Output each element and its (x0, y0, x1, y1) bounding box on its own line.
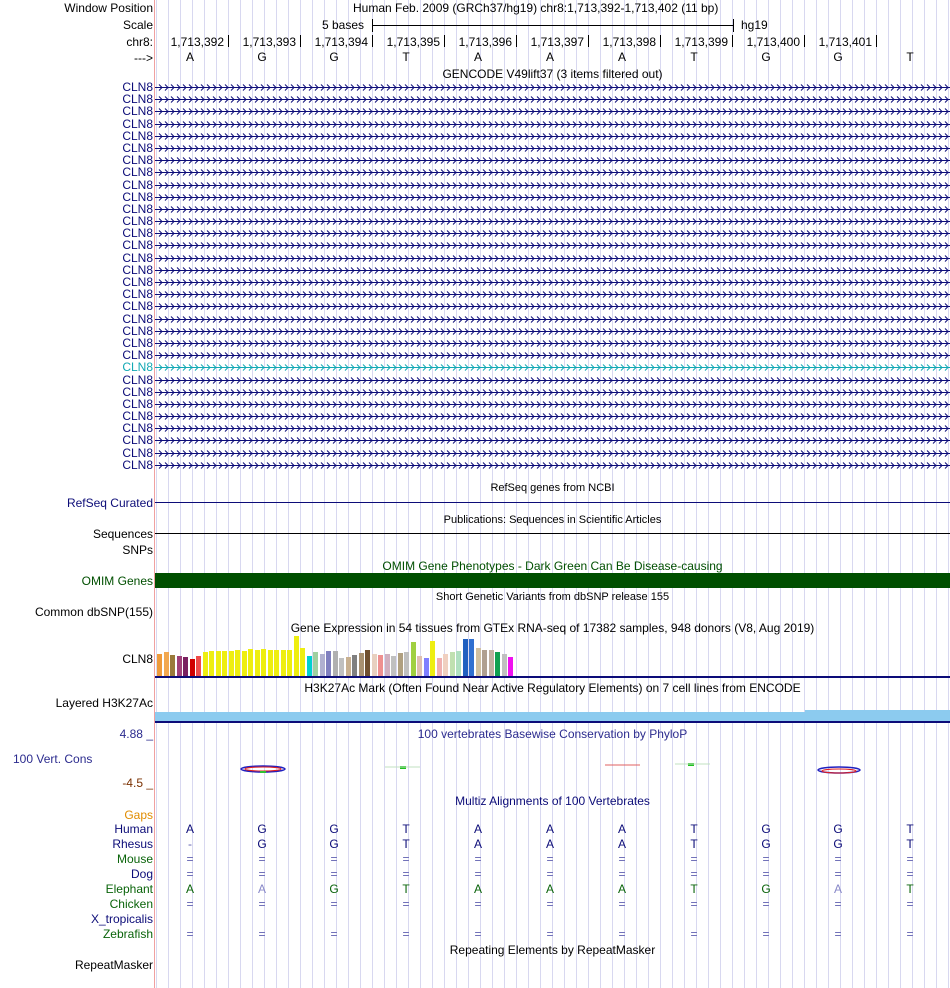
gtex-tissue-bar[interactable] (391, 656, 396, 676)
alignment-base: = (474, 897, 482, 911)
gencode-transcript-label[interactable]: CLN8 (122, 373, 153, 387)
alignment-base: A (473, 822, 482, 836)
alignment-base: = (330, 852, 338, 866)
publications-line[interactable] (155, 533, 950, 534)
gtex-tissue-bar[interactable] (339, 658, 344, 676)
gencode-transcript[interactable] (155, 229, 950, 238)
gencode-transcript-label[interactable]: CLN8 (122, 446, 153, 460)
gtex-tissue-bar[interactable] (248, 649, 253, 676)
gtex-tissue-bar[interactable] (404, 652, 409, 676)
gencode-transcript-label[interactable]: CLN8 (122, 226, 153, 240)
gtex-tissue-bar[interactable] (203, 652, 208, 676)
ruler-position-label: 1,713,393 (242, 35, 296, 49)
species-label[interactable]: Chicken (109, 897, 153, 911)
alignment-base: = (402, 927, 410, 941)
alignment-base: = (186, 867, 194, 881)
alignment-base: = (618, 897, 626, 911)
gencode-transcript-label[interactable]: CLN8 (122, 190, 153, 204)
gencode-transcript[interactable] (155, 254, 950, 263)
gencode-transcript-label[interactable]: CLN8 (122, 336, 153, 350)
gencode-transcript-label[interactable]: CLN8 (122, 287, 153, 301)
gtex-tissue-bar[interactable] (333, 651, 338, 676)
gencode-transcript[interactable] (155, 144, 950, 153)
ruler-position-label: 1,713,400 (746, 35, 800, 49)
gtex-tissue-bar[interactable] (443, 654, 448, 676)
alignment-base: = (690, 897, 698, 911)
ruler-tick (300, 35, 301, 47)
gtex-tissue-bar[interactable] (307, 656, 312, 676)
h3k27ac-track-label[interactable]: Layered H3K27Ac (55, 696, 153, 710)
gtex-tissue-bar[interactable] (365, 650, 370, 676)
gencode-transcript[interactable] (155, 217, 950, 226)
repeatmasker-track-title: Repeating Elements by RepeatMasker (449, 943, 656, 957)
gtex-tissue-bar[interactable] (430, 641, 435, 676)
gtex-tissue-bar[interactable] (326, 651, 331, 676)
strand-label: ---> (134, 51, 153, 65)
gtex-tissue-bar[interactable] (489, 650, 494, 676)
gtex-tissue-bar[interactable] (385, 654, 390, 676)
alignment-base: A (617, 822, 626, 836)
gencode-transcript[interactable] (155, 351, 950, 360)
ruler-position-label: 1,713,401 (818, 35, 872, 49)
alignment-base: = (258, 927, 266, 941)
alignment-base: T (906, 822, 914, 836)
species-label[interactable]: X_tropicalis (90, 912, 153, 926)
alignment-base: = (258, 852, 266, 866)
alignment-base: = (330, 927, 338, 941)
alignment-base: A (545, 882, 554, 896)
gtex-tissue-bar[interactable] (482, 650, 487, 676)
reference-base: A (185, 50, 194, 64)
reference-base: G (257, 50, 267, 64)
gencode-transcript[interactable] (155, 290, 950, 299)
gencode-transcript-label[interactable]: CLN8 (122, 348, 153, 362)
gencode-transcript[interactable] (155, 339, 950, 348)
alignment-base: = (834, 897, 842, 911)
gencode-transcript[interactable] (155, 156, 950, 165)
gtex-tissue-bar[interactable] (294, 636, 299, 676)
gencode-transcript-label[interactable]: CLN8 (122, 165, 153, 179)
gencode-transcript[interactable] (155, 181, 950, 190)
gencode-transcript-label[interactable]: CLN8 (122, 92, 153, 106)
alignment-base: = (258, 867, 266, 881)
ruler-position-label: 1,713,392 (170, 35, 224, 49)
ruler-tick (876, 35, 877, 47)
species-label[interactable]: Rhesus (112, 837, 153, 851)
alignment-base: = (762, 867, 770, 881)
ruler-tick (660, 35, 661, 47)
alignment-base: G (329, 882, 339, 896)
conservation-plot[interactable] (155, 745, 950, 785)
gtex-tissue-bar[interactable] (287, 650, 292, 676)
publications-track-label[interactable]: Sequences (92, 527, 153, 541)
gencode-transcript-label[interactable]: CLN8 (122, 117, 153, 131)
alignment-base: A (185, 822, 194, 836)
gtex-tissue-bar[interactable] (268, 650, 273, 676)
alignment-base: T (402, 882, 410, 896)
conservation-track-title: 100 vertebrates Basewise Conservation by PhyloP (417, 727, 688, 741)
gtex-tissue-bar[interactable] (216, 651, 221, 676)
alignment-base: = (402, 897, 410, 911)
dbsnp-track-title: Short Genetic Variants from dbSNP release 155 (435, 591, 670, 603)
alignment-base: = (186, 897, 194, 911)
ruler-tick (804, 35, 805, 47)
alignment-base: = (906, 897, 914, 911)
species-label[interactable]: Human (114, 822, 153, 836)
gencode-transcript-label[interactable]: CLN8 (122, 409, 153, 423)
window-position-value: Human Feb. 2009 (GRCh37/hg19) chr8:1,713,392-1,713,402 (11 bp) (353, 1, 719, 15)
alignment-base: = (834, 852, 842, 866)
reference-base: A (473, 50, 482, 64)
gencode-transcript[interactable] (155, 278, 950, 287)
window-position-label: Window Position (64, 1, 153, 15)
reference-base: T (402, 50, 410, 64)
gtex-baseline (155, 676, 950, 678)
alignment-base: = (690, 852, 698, 866)
alignment-base: T (690, 837, 698, 851)
h3k27ac-baseline (155, 721, 950, 723)
gencode-transcript-label[interactable]: CLN8 (122, 251, 153, 265)
alignment-base: A (185, 882, 194, 896)
scale-label: Scale (122, 18, 153, 32)
gencode-transcript-label[interactable]: CLN8 (122, 104, 153, 118)
alignment-base: G (329, 822, 339, 836)
gencode-transcript-label[interactable]: CLN8 (122, 397, 153, 411)
gtex-tissue-bar[interactable] (300, 648, 305, 676)
alignment-base: A (617, 837, 626, 851)
alignment-base: = (546, 852, 554, 866)
gencode-transcript-label[interactable]: CLN8 (122, 141, 153, 155)
alignment-base: = (762, 852, 770, 866)
gtex-tissue-bar[interactable] (508, 657, 513, 676)
ruler-position-label: 1,713,396 (458, 35, 512, 49)
alignment-base: = (906, 852, 914, 866)
gencode-transcript-label[interactable]: CLN8 (122, 299, 153, 313)
gencode-transcript-label[interactable]: CLN8 (122, 263, 153, 277)
conservation-track-label[interactable]: 100 Vert. Cons (13, 752, 93, 766)
reference-base: A (617, 50, 626, 64)
alignment-base: = (834, 867, 842, 881)
gtex-tissue-bar[interactable] (502, 654, 507, 676)
gtex-tissue-bar[interactable] (411, 642, 416, 676)
scale-bar (372, 18, 734, 32)
ruler-position-label: 1,713,394 (314, 35, 368, 49)
gencode-transcript[interactable] (155, 193, 950, 202)
gtex-tissue-bar[interactable] (495, 652, 500, 676)
gtex-tissue-bar[interactable] (424, 658, 429, 676)
alignment-base: = (618, 852, 626, 866)
gencode-transcript[interactable] (155, 168, 950, 177)
gencode-transcript-label[interactable]: CLN8 (122, 421, 153, 435)
gencode-transcript[interactable] (155, 363, 950, 372)
species-label[interactable]: Zebrafish (102, 927, 153, 941)
gtex-tissue-bar[interactable] (313, 652, 318, 676)
gtex-tissue-bar[interactable] (164, 652, 169, 676)
alignment-base: G (257, 837, 267, 851)
gencode-transcript[interactable] (155, 302, 950, 311)
alignment-base: = (834, 927, 842, 941)
alignment-base: = (402, 852, 410, 866)
gencode-transcript-label[interactable]: CLN8 (122, 214, 153, 228)
gtex-tissue-bar[interactable] (183, 657, 188, 676)
gencode-transcript-label[interactable]: CLN8 (122, 324, 153, 338)
gencode-transcript[interactable] (155, 461, 950, 470)
species-label[interactable]: Elephant (105, 882, 153, 896)
gencode-transcript[interactable] (155, 315, 950, 324)
gtex-tissue-bar[interactable] (274, 650, 279, 676)
gencode-transcript-label[interactable]: CLN8 (122, 153, 153, 167)
alignment-base: G (257, 822, 267, 836)
gencode-transcript[interactable] (155, 266, 950, 275)
alignment-base: = (762, 897, 770, 911)
gencode-transcript-label[interactable]: CLN8 (122, 129, 153, 143)
alignment-base: G (833, 837, 843, 851)
alignment-base: T (906, 882, 914, 896)
alignment-base: G (761, 822, 771, 836)
gtex-tissue-bar[interactable] (372, 654, 377, 676)
gtex-tissue-bar[interactable] (469, 639, 474, 676)
gencode-transcript[interactable] (155, 83, 950, 92)
alignment-base: = (906, 867, 914, 881)
h3k27ac-signal[interactable] (155, 712, 805, 721)
gencode-transcript[interactable] (155, 449, 950, 458)
gtex-tissue-bar[interactable] (398, 653, 403, 676)
gencode-transcript-label[interactable]: CLN8 (122, 178, 153, 192)
alignment-base: = (690, 867, 698, 881)
alignment-base: = (762, 927, 770, 941)
gtex-tissue-bar[interactable] (170, 655, 175, 676)
alignment-base: = (690, 927, 698, 941)
gaps-label: Gaps (124, 808, 153, 822)
gtex-tissue-bar[interactable] (177, 656, 182, 676)
alignment-base: = (546, 897, 554, 911)
gtex-tissue-bar[interactable] (463, 639, 468, 676)
alignment-base: T (402, 822, 410, 836)
gtex-tissue-bar[interactable] (417, 656, 422, 676)
alignment-base: A (833, 882, 842, 896)
alignment-base: = (906, 927, 914, 941)
gtex-tissue-bar[interactable] (456, 651, 461, 676)
ruler-tick (228, 35, 229, 47)
gencode-transcript[interactable] (155, 412, 950, 421)
alignment-base: A (473, 882, 482, 896)
gtex-track-title: Gene Expression in 54 tissues from GTEx RNA-seq of 17382 samples, 948 donors (V8, Aug 2019) (290, 621, 815, 635)
gencode-transcript-label[interactable]: CLN8 (122, 275, 153, 289)
alignment-base: A (545, 822, 554, 836)
gtex-tissue-bar[interactable] (235, 650, 240, 676)
alignment-base: = (258, 897, 266, 911)
alignment-base: G (833, 822, 843, 836)
gtex-track-label[interactable]: CLN8 (122, 652, 153, 666)
ruler-tick (732, 35, 733, 47)
gtex-bar-chart[interactable] (155, 636, 950, 676)
conservation-mark (260, 771, 266, 773)
gencode-transcript-label[interactable]: CLN8 (122, 202, 153, 216)
gencode-transcript[interactable] (155, 132, 950, 141)
alignment-base: A (545, 837, 554, 851)
snps-track-label[interactable]: SNPs (122, 543, 153, 557)
ruler-position-label: 1,713,395 (386, 35, 440, 49)
alignment-base: A (473, 837, 482, 851)
gencode-transcript[interactable] (155, 424, 950, 433)
alignment-base: = (546, 927, 554, 941)
gencode-track-title: GENCODE V49lift37 (3 items filtered out) (442, 67, 663, 81)
chrom-label: chr8: (126, 35, 153, 49)
gencode-transcript[interactable] (155, 388, 950, 397)
gencode-transcript-label[interactable]: CLN8 (122, 433, 153, 447)
alignment-base: A (257, 882, 266, 896)
ruler-position-label: 1,713,397 (530, 35, 584, 49)
track-label-sidebar (0, 0, 155, 988)
gtex-tissue-bar[interactable] (281, 650, 286, 676)
omim-track-label[interactable]: OMIM Genes (81, 574, 153, 588)
gencode-transcript-label[interactable]: CLN8 (122, 385, 153, 399)
alignment-base: = (474, 867, 482, 881)
publications-track-title: Publications: Sequences in Scientific Articles (443, 514, 662, 526)
gtex-tissue-bar[interactable] (346, 657, 351, 676)
dbsnp-track-label[interactable]: Common dbSNP(155) (34, 605, 153, 619)
alignment-base: T (690, 882, 698, 896)
gtex-tissue-bar[interactable] (209, 651, 214, 676)
conservation-max-label: 4.88 _ (119, 727, 153, 741)
gencode-transcript[interactable] (155, 107, 950, 116)
ruler-tick (372, 35, 373, 47)
gtex-tissue-bar[interactable] (242, 651, 247, 676)
gencode-transcript-label[interactable]: CLN8 (122, 80, 153, 94)
gencode-transcript[interactable] (155, 205, 950, 214)
alignment-base: = (618, 927, 626, 941)
gencode-transcript[interactable] (155, 120, 950, 129)
repeatmasker-track-label[interactable]: RepeatMasker (74, 958, 153, 972)
gtex-tissue-bar[interactable] (190, 659, 195, 676)
species-label[interactable]: Mouse (116, 852, 153, 866)
alignment-base: = (330, 897, 338, 911)
omim-gene-bar[interactable] (155, 573, 950, 588)
gencode-transcript-label[interactable]: CLN8 (122, 360, 153, 374)
ruler-position-label: 1,713,399 (674, 35, 728, 49)
gtex-tissue-bar[interactable] (359, 653, 364, 676)
gencode-transcript[interactable] (155, 95, 950, 104)
gencode-transcript-label[interactable]: CLN8 (122, 312, 153, 326)
alignment-base: G (761, 837, 771, 851)
alignment-base: T (402, 837, 410, 851)
conservation-mark (245, 767, 281, 771)
alignment-base: = (186, 927, 194, 941)
h3k27ac-signal-peak[interactable] (805, 710, 950, 721)
gtex-tissue-bar[interactable] (157, 654, 162, 676)
gtex-tissue-bar[interactable] (437, 658, 442, 676)
alignment-base: = (618, 867, 626, 881)
gtex-tissue-bar[interactable] (378, 655, 383, 676)
gencode-transcript[interactable] (155, 241, 950, 250)
alignment-base: = (402, 867, 410, 881)
reference-base: T (690, 50, 698, 64)
gencode-transcript[interactable] (155, 327, 950, 336)
alignment-base: = (186, 852, 194, 866)
ruler-tick (444, 35, 445, 47)
reference-base: A (545, 50, 554, 64)
gtex-tissue-bar[interactable] (261, 649, 266, 676)
ruler-tick (588, 35, 589, 47)
species-label[interactable]: Dog (130, 867, 153, 881)
track-data-area[interactable] (155, 0, 950, 988)
refseq-track-label[interactable]: RefSeq Curated (66, 496, 153, 510)
alignment-base: = (474, 852, 482, 866)
gtex-tissue-bar[interactable] (196, 656, 201, 676)
gencode-transcript-label[interactable]: CLN8 (122, 458, 153, 472)
conservation-min-label: -4.5 _ (122, 776, 153, 790)
multiz-track-title: Multiz Alignments of 100 Vertebrates (455, 794, 650, 808)
gtex-tissue-bar[interactable] (229, 651, 234, 676)
gencode-transcript-label[interactable]: CLN8 (122, 238, 153, 252)
alignment-base: A (617, 882, 626, 896)
alignment-base: = (546, 867, 554, 881)
refseq-gene-line[interactable] (155, 502, 950, 503)
gtex-tissue-bar[interactable] (450, 652, 455, 676)
h3k27ac-track-title: H3K27Ac Mark (Often Found Near Active Regulatory Elements) on 7 cell lines from ENCODE (304, 681, 801, 695)
alignment-base: = (474, 927, 482, 941)
gtex-tissue-bar[interactable] (255, 650, 260, 676)
gencode-transcript[interactable] (155, 436, 950, 445)
gencode-transcript[interactable] (155, 400, 950, 409)
reference-base: G (833, 50, 843, 64)
gtex-tissue-bar[interactable] (476, 648, 481, 676)
reference-base: G (329, 50, 339, 64)
omim-track-title: OMIM Gene Phenotypes - Dark Green Can Be Disease-causing (382, 559, 723, 573)
gtex-tissue-bar[interactable] (320, 654, 325, 676)
reference-base: G (761, 50, 771, 64)
alignment-base: = (330, 867, 338, 881)
assembly-label: hg19 (741, 18, 768, 32)
gencode-transcript[interactable] (155, 376, 950, 385)
gtex-tissue-bar[interactable] (222, 651, 227, 676)
reference-base: T (906, 50, 914, 64)
alignment-base: T (690, 822, 698, 836)
refseq-track-title: RefSeq genes from NCBI (490, 482, 615, 494)
ruler-position-label: 1,713,398 (602, 35, 656, 49)
gtex-tissue-bar[interactable] (352, 655, 357, 676)
ruler-tick (516, 35, 517, 47)
alignment-base: T (906, 837, 914, 851)
alignment-base: G (761, 882, 771, 896)
alignment-base: - (188, 837, 192, 851)
alignment-base: G (329, 837, 339, 851)
scale-value: 5 bases (322, 18, 365, 32)
